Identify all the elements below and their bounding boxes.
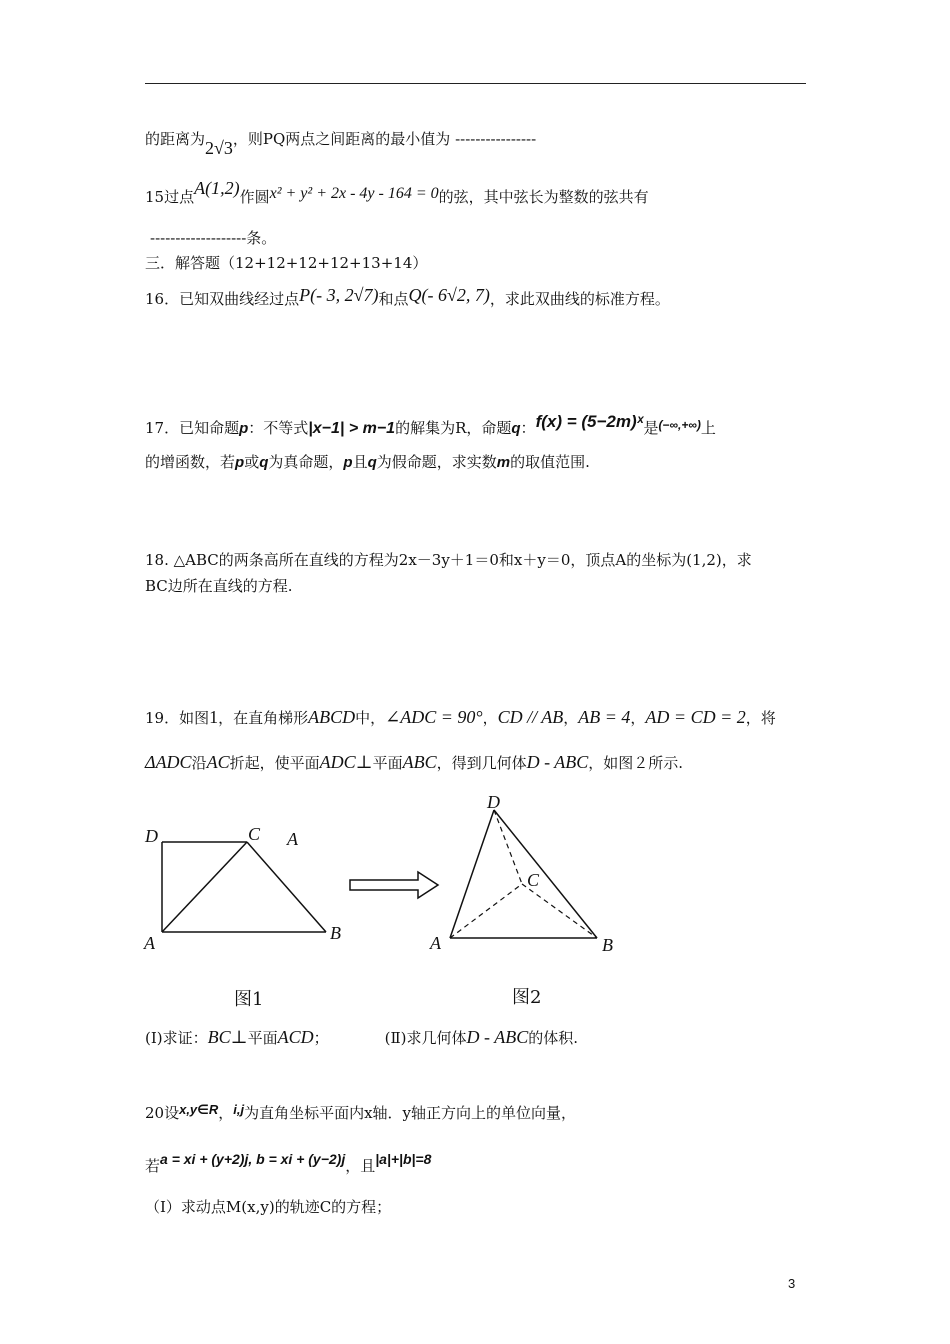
- q19-part2-text-a: (Ⅱ)求几何体: [384, 1029, 467, 1047]
- q19-part1-bc: BC: [207, 1027, 231, 1047]
- q16-suffix: ，求此双曲线的标准方程。: [489, 290, 670, 308]
- right-arrow-icon: [350, 872, 438, 898]
- q19-parallel: CD // AB: [497, 707, 564, 727]
- fig1-label-a-right: A: [287, 829, 298, 849]
- fig2-label-c: C: [527, 870, 540, 890]
- q19-part1-acd: ACD: [277, 1027, 314, 1047]
- q19-part2-text-b: 的体积.: [528, 1029, 578, 1047]
- fig1-label-c: C: [248, 824, 261, 844]
- q19-text-e: ，: [563, 709, 579, 727]
- q17-interval: (−∞,+∞): [658, 418, 701, 432]
- q17-q2: q: [259, 454, 269, 471]
- fig2-caption: 图2: [512, 987, 542, 1008]
- q17-text-j: 且: [352, 453, 368, 471]
- q20-line2: [145, 1151, 432, 1176]
- q17-p2: p: [235, 454, 245, 471]
- q19-part1-text-b: 平面: [247, 1029, 278, 1047]
- q15-line2: -------------------条。: [150, 229, 277, 247]
- q19-text-k: ，得到几何体: [436, 754, 527, 772]
- q19-text-d: ，: [482, 709, 498, 727]
- q20-condition: |a|+|b|=8: [375, 1151, 432, 1167]
- q15-suffix: 的弦，其中弦长为整数的弦共有: [438, 188, 649, 206]
- q14-prefix: 的距离为: [145, 130, 206, 148]
- q19-perp: ⊥: [355, 752, 373, 772]
- q20-xy-in-r: x,y∈R: [179, 1102, 219, 1117]
- q19-fig1-ref: 1: [209, 707, 219, 727]
- q20-text-a: 20设: [145, 1104, 180, 1122]
- q19-dabc: D - ABC: [526, 752, 589, 772]
- q19-text-f: ，: [630, 709, 646, 727]
- fig2-edge-db: [494, 810, 597, 938]
- q15-label: 15过点: [145, 188, 195, 206]
- q19-text-c: 中，: [355, 709, 386, 727]
- q19-abcd: ABCD: [308, 707, 356, 727]
- q17-text-d: ：: [520, 419, 536, 437]
- q20-vectors: a = xi + (y+2)j, b = xi + (y−2)j: [160, 1151, 346, 1167]
- q17-text-a: 17．已知命题: [145, 419, 240, 437]
- q15-circle-equation: x² + y² + 2x - 4y - 164 = 0: [269, 185, 439, 202]
- q19-text-i: 折起，使平面: [229, 754, 320, 772]
- q17-text-g: 的增函数，若: [145, 453, 236, 471]
- q18-line1: 18. △ABC的两条高所在直线的方程为2x－3y＋1＝0和x＋y＝0，顶点A的坐标为(1,2)，求: [145, 551, 752, 569]
- q19-ac: AC: [206, 752, 230, 772]
- q20-text-c: 为直角坐标平面内x轴．y轴正方向上的单位向量，: [244, 1104, 577, 1122]
- q20-text-b: ，: [218, 1104, 234, 1122]
- q18-line2: BC边所在直线的方程.: [145, 577, 293, 595]
- q19-text-h: 沿: [191, 754, 207, 772]
- page-number: 3: [788, 1276, 796, 1291]
- q20-part1: （Ⅰ）求动点M(x,y)的轨迹C的方程；: [145, 1198, 392, 1216]
- q20-ij: i,j: [233, 1102, 245, 1117]
- q17-q: q: [511, 420, 521, 437]
- q17-text-b: ：不等式: [248, 419, 309, 437]
- q16-prefix: 16．已知双曲线经过点: [145, 290, 300, 308]
- q17-p: p: [239, 420, 249, 437]
- q19-part2-dabc: D - ABC: [466, 1027, 529, 1047]
- q19-ab: AB = 4: [578, 707, 631, 727]
- q19-triangle: ΔADC: [145, 752, 192, 772]
- q20-line1: [145, 1103, 576, 1124]
- fig2-label-a: A: [430, 933, 441, 953]
- q19-text-l: ，如图２所示.: [588, 754, 684, 772]
- q17-text-e: 是: [643, 419, 659, 437]
- q20-text-e: ，且: [345, 1157, 376, 1175]
- fig1-label-b: B: [330, 923, 341, 943]
- q17-text-c: 的解集为R，命题: [395, 419, 512, 437]
- q17-text-l: 的取值范围.: [510, 453, 590, 471]
- section-3-heading: 三．解答题（12+12+12+12+13+14）: [145, 254, 428, 272]
- q17-text-h: 或: [244, 453, 260, 471]
- fig1-edge-cb: [247, 842, 326, 932]
- fig2-edge-da: [450, 810, 494, 938]
- fig2-edge-ac: [450, 884, 522, 938]
- q19-part1-text-a: (Ⅰ)求证：: [145, 1029, 208, 1047]
- fig1-label-a: A: [144, 933, 155, 953]
- q19-angle: ∠ADC = 90°: [385, 707, 483, 727]
- q17-text-k: 为假命题，求实数: [376, 453, 497, 471]
- q17-text-f: 上: [700, 419, 716, 437]
- q17-m: m: [496, 454, 511, 471]
- q17-p3: p: [343, 454, 353, 471]
- q19-part1-text-c: ；: [313, 1029, 329, 1047]
- fig1-edge-ac: [162, 842, 247, 932]
- q15-mid: 作圆: [239, 188, 270, 206]
- q20-text-d: 若: [145, 1157, 161, 1175]
- fig2-edge-dc: [494, 810, 522, 884]
- q19-text-a: 19．如图: [145, 709, 210, 727]
- q16-mid: 和点: [378, 290, 409, 308]
- q16-point-q: Q(- 6√2, 7): [408, 285, 490, 305]
- q17-inequality: |x−1| > m−1: [308, 420, 396, 437]
- q19-text-b: ，在直角梯形: [218, 709, 309, 727]
- q16-point-p: P(- 3, 2√7): [299, 285, 379, 305]
- q19-abc: ABC: [402, 752, 437, 772]
- q14-suffix: ，则PQ两点之间距离的最小值为 ----------------: [232, 130, 537, 148]
- q17-text-i: 为真命题，: [268, 453, 344, 471]
- q17-q3: q: [367, 454, 377, 471]
- q14-value: 2√3: [205, 138, 233, 158]
- fig1-label-d: D: [145, 826, 158, 846]
- fig1-caption: 图1: [234, 989, 264, 1010]
- q15-point: A(1,2): [194, 178, 240, 198]
- q19-adc: ADC: [319, 752, 356, 772]
- q19-text-j: 平面: [372, 754, 403, 772]
- q19-part1-perp: ⊥: [230, 1027, 248, 1047]
- q19-text-g: ，将: [745, 709, 776, 727]
- q19-adcd: AD = CD = 2: [645, 707, 746, 727]
- fig2-label-b: B: [602, 935, 613, 955]
- q17-function: f(x) = (5−2m)ˣ: [535, 412, 644, 431]
- fig2-label-d: D: [487, 792, 500, 812]
- q19-parts: [145, 1027, 578, 1048]
